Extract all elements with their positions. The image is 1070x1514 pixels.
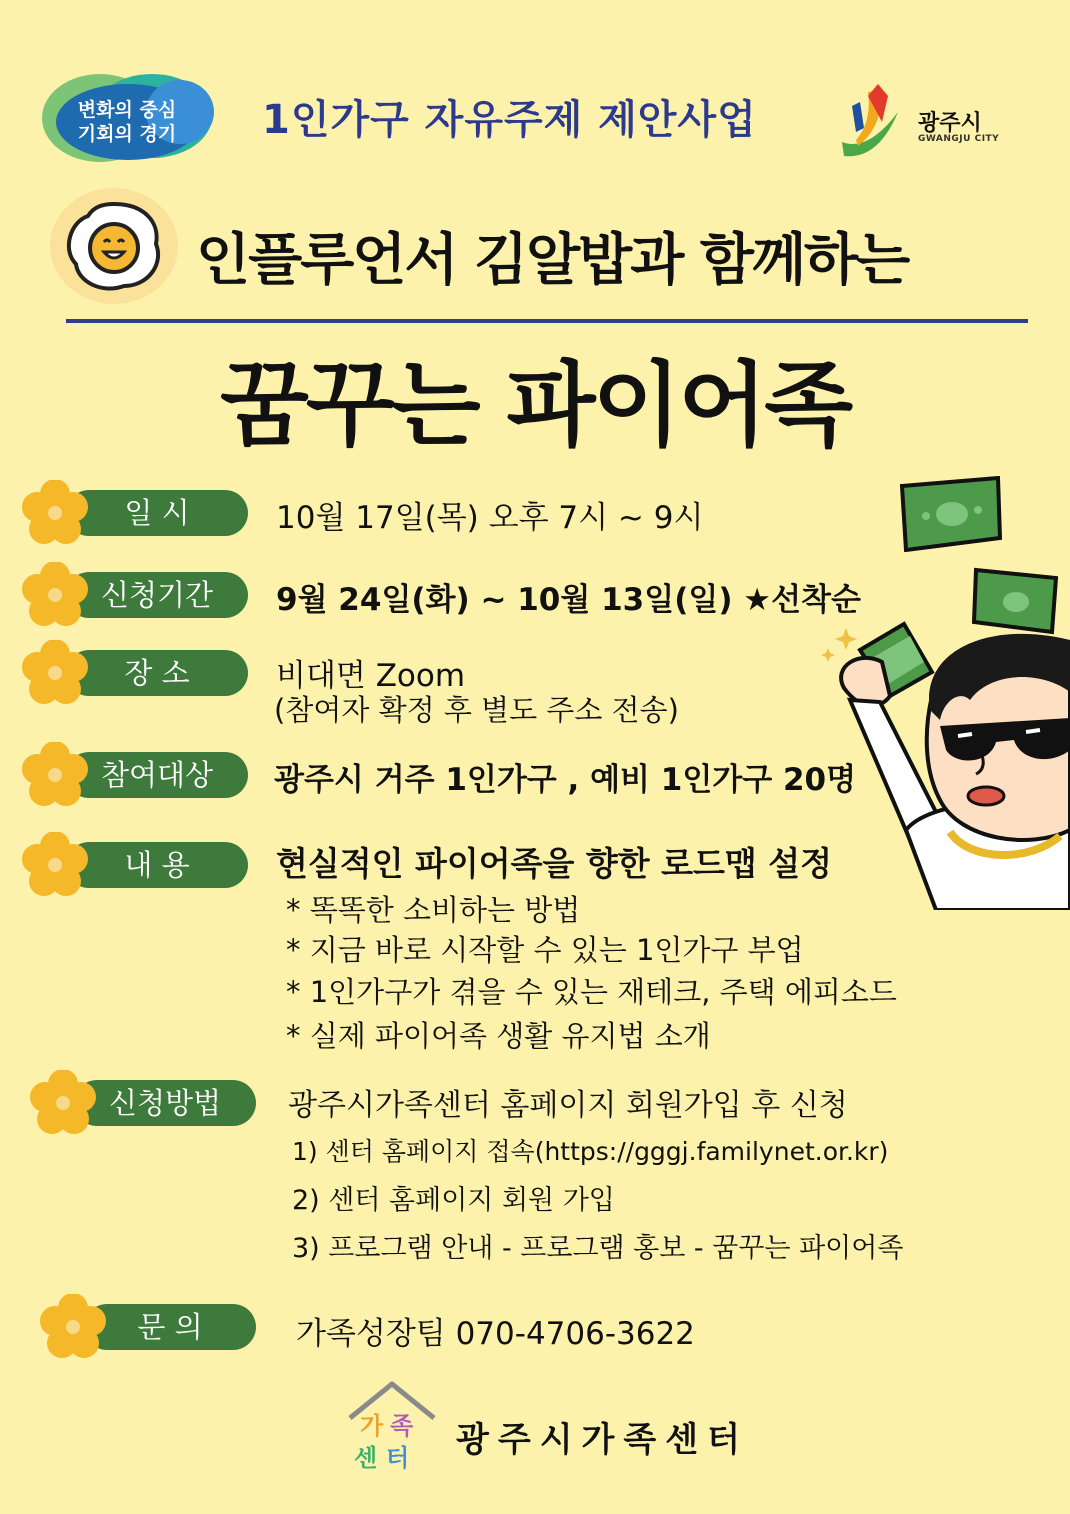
method-value: 광주시가족센터 홈페이지 회원가입 후 신청 (288, 1088, 848, 1123)
program-title: 1인가구 자유주제 제안사업 (262, 97, 757, 143)
label-place (22, 650, 248, 696)
place-value: 비대면 Zoom (276, 658, 466, 694)
city-name-english: GWANGJU CITY (918, 134, 1000, 144)
label-period (22, 572, 248, 618)
gwangju-city-logo (838, 82, 908, 166)
flower-icon (30, 1070, 96, 1136)
family-center-logo (346, 1378, 438, 1476)
label-content (22, 842, 248, 888)
main-title: 꿈꾸는 파이어족 (220, 352, 851, 459)
svg-text:센: 센 (354, 1444, 378, 1472)
content-value: 현실적인 파이어족을 향한 로드맵 설정 (276, 844, 833, 883)
label-method (30, 1080, 256, 1126)
method-step[interactable]: 1) 센터 홈페이지 접속(https://gggj.familynet.or.kr) (292, 1137, 889, 1166)
flower-icon (22, 742, 88, 808)
svg-text:터: 터 (386, 1444, 410, 1472)
contact-value: 가족성장팀 070-4706-3622 (296, 1316, 695, 1352)
org-name: 광주시가족센터 (456, 1420, 749, 1460)
flower-icon (22, 480, 88, 546)
label-contact (40, 1304, 256, 1350)
method-step: 3) 프로그램 안내 - 프로그램 홍보 - 꿈꾸는 파이어족 (292, 1233, 904, 1264)
label-period-text: 신청기간 (66, 572, 248, 618)
label-date-text: 일 시 (66, 490, 248, 536)
label-target-text: 참여대상 (66, 752, 248, 798)
gyeonggi-slogan-line2: 기회의 경기 (77, 123, 177, 145)
divider (66, 319, 1028, 323)
label-target (22, 752, 248, 798)
label-date (22, 490, 248, 536)
svg-text:가: 가 (360, 1412, 384, 1440)
city-name: 광주시 (918, 111, 982, 136)
date-value: 10월 17일(목) 오후 7시 ~ 9시 (276, 500, 704, 536)
label-place-text: 장 소 (66, 650, 248, 696)
label-contact-text: 문 의 (84, 1304, 256, 1350)
period-value: 9월 24일(화) ~ 10월 13일(일) ★선착순 (276, 582, 861, 618)
gyeonggi-slogan-line1: 변화의 중심 (77, 99, 177, 121)
target-value: 광주시 거주 1인가구 , 예비 1인가구 20명 (274, 762, 857, 798)
gyeonggi-slogan (62, 98, 192, 146)
content-item: * 지금 바로 시작할 수 있는 1인가구 부업 (286, 933, 804, 967)
content-item: * 1인가구가 겪을 수 있는 재테크, 주택 에피소드 (286, 975, 897, 1009)
method-step: 2) 센터 홈페이지 회원 가입 (292, 1185, 615, 1216)
flower-icon (22, 832, 88, 898)
flower-icon (40, 1294, 106, 1360)
label-method-text: 신청방법 (74, 1080, 256, 1126)
egg-character (48, 186, 180, 306)
flower-icon (22, 562, 88, 628)
svg-text:족: 족 (390, 1412, 414, 1440)
flower-icon (22, 640, 88, 706)
sunglasses-man-illustration (820, 600, 1070, 910)
headline-subtitle: 인플루언서 김알밥과 함께하는 (196, 228, 909, 293)
money-bill-icon (898, 476, 1004, 552)
place-note: (참여자 확정 후 별도 주소 전송) (274, 693, 679, 727)
content-item: * 똑똑한 소비하는 방법 (286, 893, 581, 927)
content-item: * 실제 파이어족 생활 유지법 소개 (286, 1019, 711, 1053)
label-content-text: 내 용 (66, 842, 248, 888)
